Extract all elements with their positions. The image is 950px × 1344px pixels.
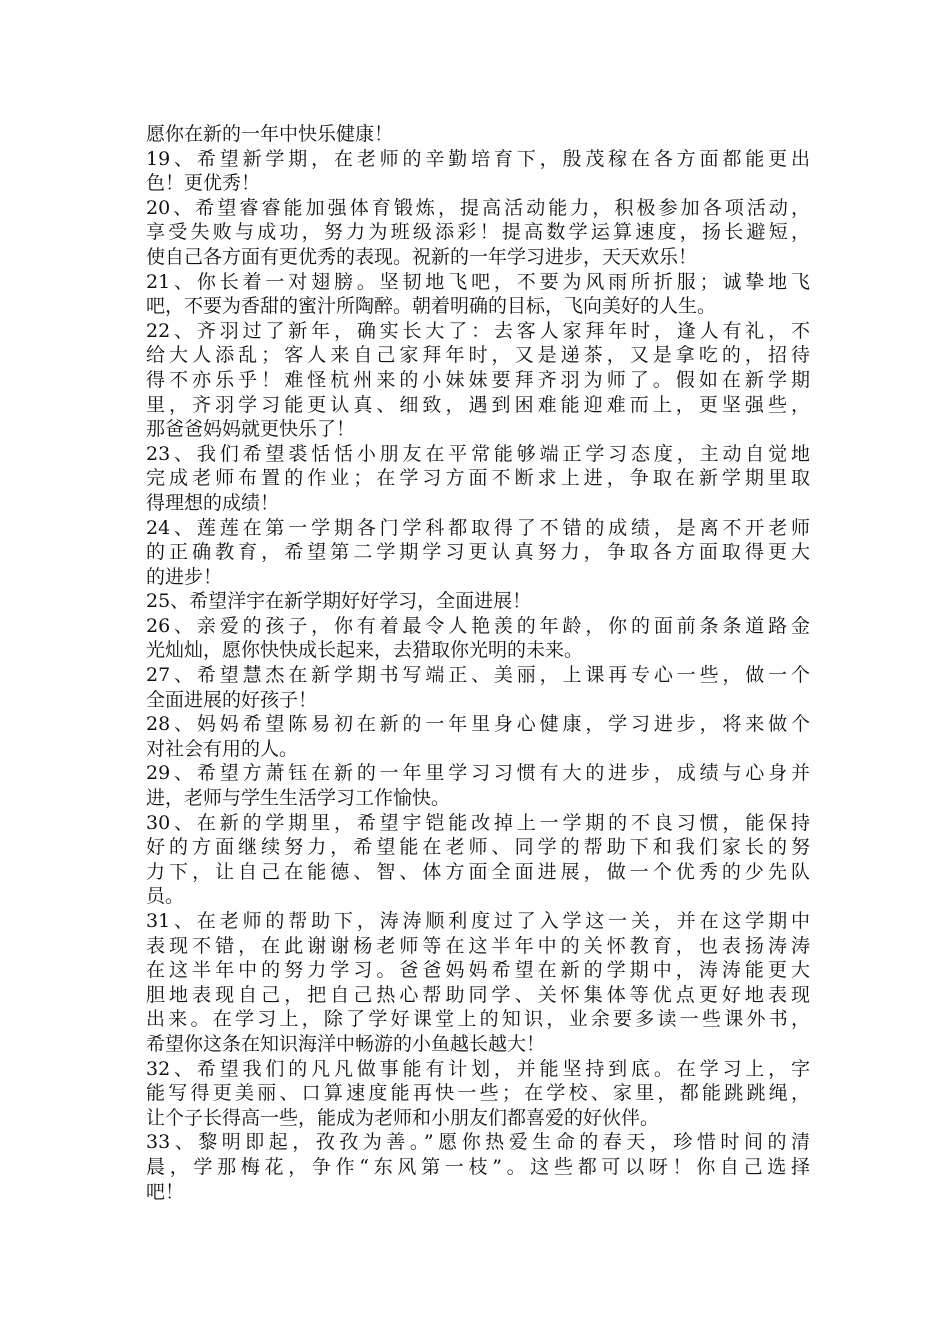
text-line: 对社会有用的人。	[146, 737, 299, 760]
text-line: 全面进展的好孩子！	[146, 688, 318, 711]
text-line: 29、希望方萧钰在新的一年里学习习惯有大的进步，成绩与心身并	[146, 762, 810, 785]
document-body	[146, 122, 810, 1204]
text-line: 23、我们希望裘恬恬小朋友在平常能够端正学习态度，主动自觉地	[146, 442, 810, 465]
text-line: 表现不错，在此谢谢杨老师等在这半年中的关怀教育，也表扬涛涛	[146, 934, 810, 957]
text-line: 希望你这条在知识海洋中畅游的小鱼越长越大！	[146, 1032, 546, 1055]
text-line: 33、黎明即起，孜孜为善。”愿你热爱生命的春天，珍惜时间的清	[146, 1131, 810, 1154]
text-line: 在这半年中的努力学习。爸爸妈妈希望在新的学期中，涛涛能更大	[146, 959, 810, 982]
text-line: 愿你在新的一年中快乐健康！	[146, 123, 394, 145]
text-line: 得不亦乐乎！难怪杭州来的小妹妹要拜齐羽为师了。假如在新学期	[146, 368, 810, 391]
text-line: 26、亲爱的孩子，你有着最令人艳羡的年龄，你的面前条条道路金	[146, 614, 810, 637]
text-line: 31、在老师的帮助下，涛涛顺利度过了入学这一关，并在这学期中	[146, 910, 810, 932]
text-line: 19、希望新学期，在老师的辛勤培育下，殷茂稼在各方面都能更出	[146, 147, 810, 170]
text-line: 得理想的成绩！	[146, 491, 280, 514]
text-line: 使自己各方面有更优秀的表现。祝新的一年学习进步，天天欢乐！	[146, 245, 698, 268]
text-line: 出来。在学习上，除了学好课堂上的知识，业余要多读一些课外书，	[146, 1008, 810, 1031]
text-line: 27、希望慧杰在新学期书写端正、美丽，上课再专心一些，做一个	[146, 664, 810, 687]
text-line: 胆地表现自己，把自己热心帮助同学、关怀集体等优点更好地表现	[146, 983, 810, 1006]
text-line: 30、在新的学期里，希望宇铠能改掉上一学期的不良习惯，能保持	[146, 811, 810, 834]
text-line: 20、希望睿睿能加强体育锻炼，提高活动能力，积极参加各项活动，	[146, 196, 810, 219]
text-line: 吧！	[146, 1180, 185, 1203]
text-line: 力下，让自己在能德、智、体方面全面进展，做一个优秀的少先队	[146, 860, 810, 883]
text-line: 32、希望我们的凡凡做事能有计划，并能坚持到底。在学习上，字	[146, 1057, 810, 1080]
text-line: 的进步！	[146, 565, 223, 588]
text-line: 色！更优秀！	[146, 172, 261, 195]
text-line: 25、希望洋宇在新学期好好学习，全面进展！	[146, 590, 532, 613]
text-line: 24、莲莲在第一学期各门学科都取得了不错的成绩，是离不开老师	[146, 516, 810, 539]
text-line: 进，老师与学生生活学习工作愉快。	[146, 787, 451, 810]
text-line: 21、你长着一对翅膀。坚韧地飞吧，不要为风雨所折服；诚挚地飞	[146, 270, 810, 293]
text-line: 的正确教育，希望第二学期学习更认真努力，争取各方面取得更大	[146, 541, 810, 564]
text-line: 22、齐羽过了新年，确实长大了：去客人家拜年时，逢人有礼，不	[146, 319, 810, 342]
text-line: 完成老师布置的作业；在学习方面不断求上进，争取在新学期里取	[146, 467, 810, 490]
text-line: 员。	[146, 885, 185, 908]
text-line: 享受失败与成功，努力为班级添彩！提高数学运算速度，扬长避短，	[146, 221, 810, 244]
text-line: 28、妈妈希望陈易初在新的一年里身心健康，学习进步，将来做个	[146, 713, 810, 736]
text-line: 那爸爸妈妈就更快乐了！	[146, 418, 356, 441]
text-line: 吧，不要为香甜的蜜汁所陶醉。朝着明确的目标，飞向美好的人生。	[146, 295, 717, 318]
text-line: 给大人添乱；客人来自己家拜年时，又是递茶，又是拿吃的，招待	[146, 344, 810, 367]
text-line: 能写得更美丽、口算速度能再快一些；在学校、家里，都能跳跳绳，	[146, 1082, 810, 1105]
text-line: 里，齐羽学习能更认真、细致，遇到困难能迎难而上，更坚强些，	[146, 393, 810, 416]
text-line: 光灿灿，愿你快快成长起来，去猎取你光明的未来。	[146, 639, 584, 662]
text-line: 晨，学那梅花，争作“东风第一枝”。这些都可以呀！你自己选择	[146, 1155, 810, 1178]
text-line: 让个子长得高一些，能成为老师和小朋友们都喜爱的好伙伴。	[146, 1106, 660, 1129]
text-line: 好的方面继续努力，希望能在老师、同学的帮助下和我们家长的努	[146, 836, 810, 859]
